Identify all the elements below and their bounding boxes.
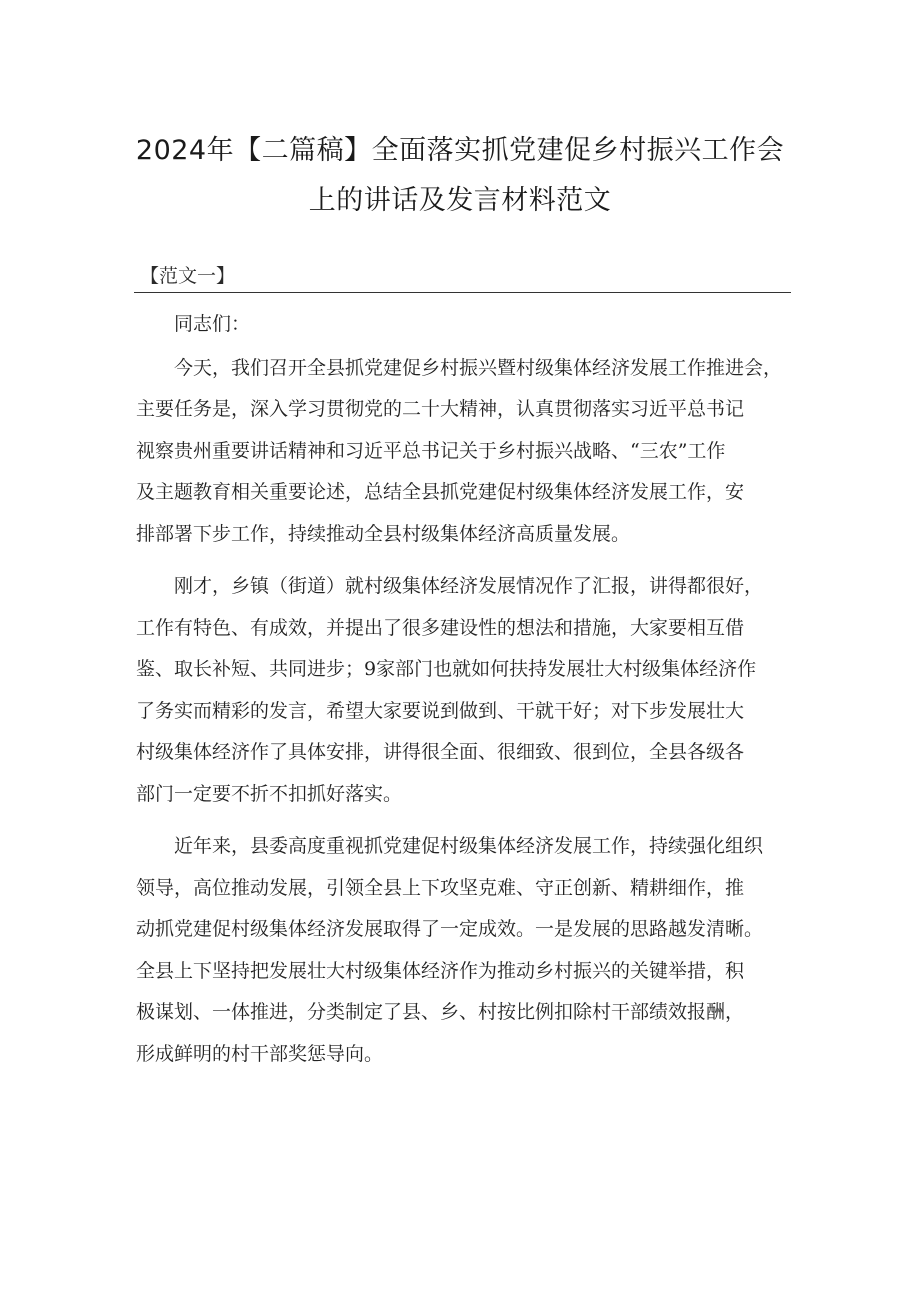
paragraph-3 (136, 826, 796, 1075)
paragraph-1 (136, 348, 796, 556)
paragraph-line: 领导，高位推动发展，引领全县上下攻坚克难、守正创新、精耕细作，推 (136, 876, 745, 899)
document-title (100, 126, 820, 226)
paragraph-line: 近年来，县委高度重视抓党建促村级集体经济发展工作，持续强化组织 (174, 835, 764, 857)
title-line-1: 2024年【二篇稿】全面落实抓党建促乡村振兴工作会 (135, 135, 785, 167)
paragraph-line: 及主题教育相关重要论述，总结全县抓党建促村级集体经济发展工作，安 (136, 481, 745, 503)
document-body (136, 304, 796, 1086)
paragraph-line: 极谋划、一体推进，分类制定了县、乡、村按比例扣除村干部绩效报酬， (136, 1001, 745, 1023)
greeting-text: 同志们： (174, 313, 251, 335)
paragraph-line: 形成鲜明的村干部奖惩导向。 (136, 1042, 384, 1065)
paragraph-line: 动抓党建促村级集体经济发展取得了一定成效。一是发展的思路越发清晰。 (136, 918, 764, 940)
paragraph-line: 主要任务是，深入学习贯彻党的二十大精神，认真贯彻落实习近平总书记 (136, 398, 745, 420)
paragraph-line: 排部署下步工作，持续推动全县村级集体经济高质量发展。 (136, 522, 631, 545)
paragraph-2 (136, 566, 796, 815)
title-line-2: 上的讲话及发言材料范文 (308, 185, 612, 217)
paragraph-line: 今天，我们召开全县抓党建促乡村振兴暨村级集体经济发展工作推进会， (174, 356, 783, 379)
paragraph-line: 了务实而精彩的发言，希望大家要说到做到、干就干好；对下步发展壮大 (136, 699, 745, 722)
paragraph-line: 村级集体经济作了具体安排，讲得很全面、很细致、很到位，全县各级各 (136, 741, 745, 763)
paragraph-line: 全县上下坚持把发展壮大村级集体经济作为推动乡村振兴的关键举措，积 (136, 959, 745, 982)
greeting (136, 304, 796, 346)
section-label: 【范文一】 (140, 265, 236, 287)
section-divider (134, 292, 791, 293)
paragraph-line: 工作有特色、有成效，并提出了很多建设性的想法和措施，大家要相互借 (136, 616, 745, 639)
paragraph-line: 视察贵州重要讲话精神和习近平总书记关于乡村振兴战略、“三农”工作 (136, 439, 726, 462)
paragraph-line: 部门一定要不折不扣抓好落实。 (136, 782, 403, 805)
paragraph-line: 鉴、取长补短、共同进步；9家部门也就如何扶持发展壮大村级集体经济作 (136, 658, 757, 680)
paragraph-line: 刚才，乡镇（街道）就村级集体经济发展情况作了汇报，讲得都很好， (174, 575, 764, 597)
